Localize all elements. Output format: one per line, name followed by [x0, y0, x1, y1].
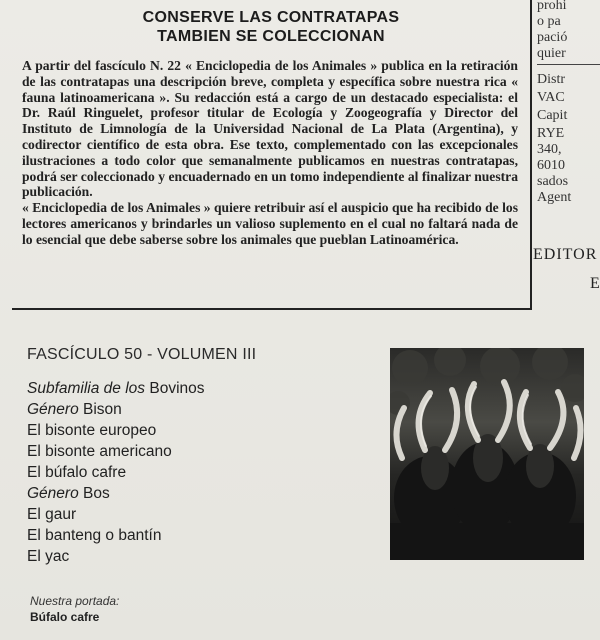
right-column-line: 6010: [537, 158, 565, 173]
notice-paragraph-2: « Enciclopedia de los Animales » quiere retribuir así el auspicio que ha recibido de los lectores americanos y brindarles un valioso suplemento en el cual no faltará nada de lo esencial que debe saberse sobre los animales que pueblan Latinoamérica.: [22, 200, 518, 247]
genus-name: Bos: [83, 485, 110, 502]
species-item: El yac: [27, 548, 70, 565]
species-item: El bisonte americano: [27, 443, 172, 460]
subfamily-line: [27, 378, 205, 399]
species-item: El banteng o bantín: [27, 527, 162, 544]
right-column-divider: [537, 64, 600, 65]
notice-box: [12, 0, 532, 310]
editor-heading: EDITOR: [533, 246, 598, 263]
right-column-line: Capit: [537, 108, 568, 123]
genus-line: [27, 483, 205, 504]
cover-label: Nuestra portada:: [30, 594, 120, 608]
notice-title-line2: TAMBIEN SE COLECCIONAN: [157, 28, 385, 45]
notice-body: [22, 58, 518, 248]
genus-prefix: Género: [27, 485, 79, 502]
species-item: El búfalo cafre: [27, 464, 127, 481]
cover-value: Búfalo cafre: [30, 610, 100, 624]
right-column-line: prohi: [537, 0, 567, 13]
notice-title-line1: CONSERVE LAS CONTRATAPAS: [142, 9, 400, 26]
editor-heading-line2: E: [590, 275, 600, 292]
right-column-line: pació: [537, 30, 568, 45]
subfamily-prefix: Subfamilia de los: [27, 380, 146, 397]
cattle-photo-graphic: [390, 348, 584, 560]
notice-title: [12, 8, 530, 46]
right-column-line: RYE: [537, 126, 565, 141]
right-column-line: VAC: [537, 90, 565, 105]
right-column-line: quier: [537, 46, 566, 61]
right-column-line: Distr: [537, 72, 565, 87]
fascicle-heading: FASCÍCULO 50 - VOLUMEN III: [27, 346, 257, 363]
species-item: El gaur: [27, 506, 77, 523]
right-column-line: 340,: [537, 142, 562, 157]
contents-list: [27, 378, 205, 567]
right-column-line: Agent: [537, 190, 572, 205]
right-column-line: sados: [537, 174, 569, 189]
cattle-photo: [390, 348, 584, 560]
genus-prefix: Género: [27, 401, 79, 418]
right-column-line: o pa: [537, 14, 561, 29]
notice-paragraph-1: A partir del fascículo N. 22 « Enciclopedia de los Animales » publica en la retiración de las contratapas una descripción breve, completa y específica sobre nuestra rica « fauna latinoamericana ». Su redacción está a cargo de un destacado especialista: el Dr. Raúl Ringuelet, profesor titular de Ecología y Zoogeografía y Director del Instituto de Limnología de la Universidad Nacional de La Plata (Argentina), y codirector científico de esta obra. Ese texto, complementado con las excepcionales ilustraciones a todo color que semanalmente publicamos en nuestras contratapas, podrá ser coleccionado y encuadernado en un tomo independiente al finalizar nuestra publicación.: [22, 58, 518, 200]
genus-line: [27, 399, 205, 420]
subfamily-name: Bovinos: [149, 380, 205, 397]
species-item: El bisonte europeo: [27, 422, 157, 439]
genus-name: Bison: [83, 401, 122, 418]
